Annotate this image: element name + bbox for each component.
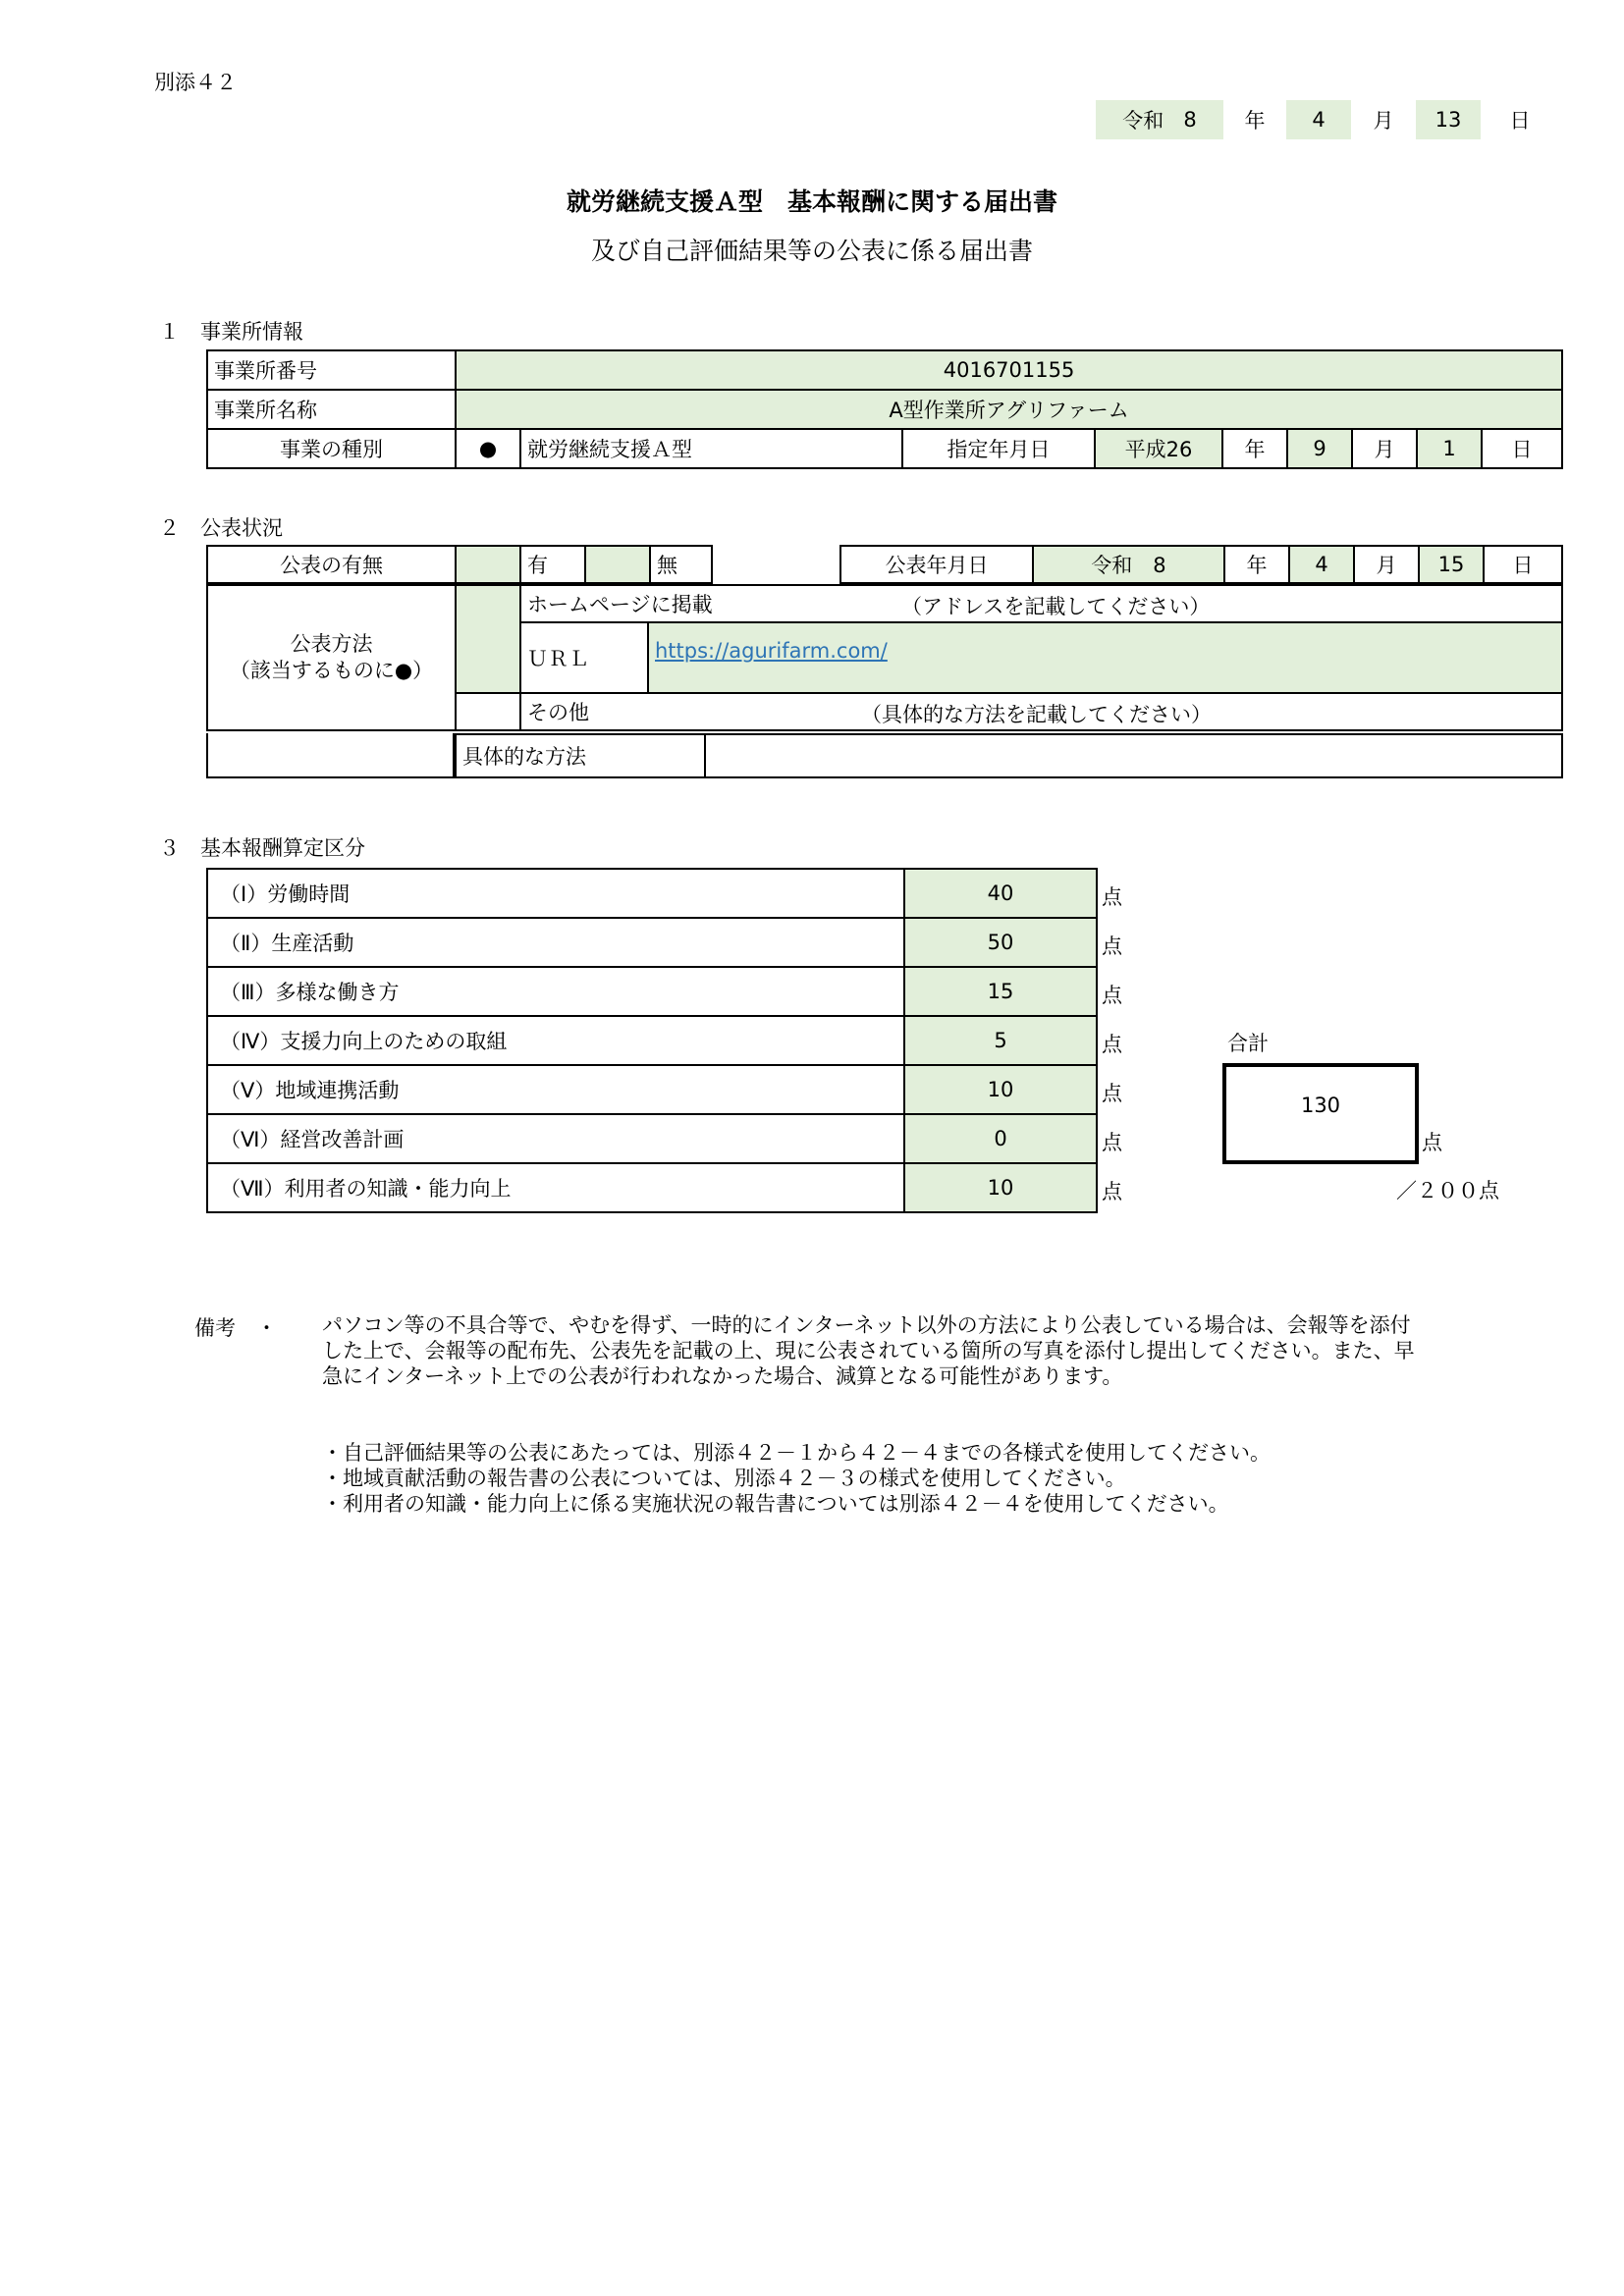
- other-row: [520, 693, 1562, 730]
- homepage-marker-cell[interactable]: [456, 585, 520, 693]
- score-label: （Ⅱ）生産活動: [207, 918, 904, 967]
- total-box: [1222, 1063, 1419, 1164]
- publication-label: 公表の有無: [207, 546, 456, 583]
- service-type-value: 就労継続支援Ａ型: [520, 429, 902, 468]
- remarks-line-1: パソコン等の不具合等で、やむを得ず、一時的にインターネット以外の方法により公表している場合は、会報等を添付: [322, 1313, 1411, 1337]
- score-label: （Ⅰ）労働時間: [207, 869, 904, 918]
- pub-date-year-unit: 年: [1224, 546, 1289, 583]
- pub-date-month[interactable]: 4: [1289, 546, 1354, 583]
- score-label: （Ⅳ）支援力向上のための取組: [207, 1016, 904, 1065]
- score-unit: 点: [1102, 1131, 1122, 1154]
- service-marker[interactable]: ●: [456, 429, 520, 468]
- designation-day[interactable]: 1: [1417, 429, 1482, 468]
- concrete-method-label: 具体的な方法: [456, 734, 705, 777]
- header-year-unit: 年: [1244, 109, 1266, 133]
- score-table: [206, 868, 1098, 1213]
- office-info-table: [206, 349, 1563, 469]
- designation-era-year[interactable]: 平成26: [1095, 429, 1222, 468]
- publication-no-checkbox[interactable]: [585, 546, 650, 583]
- concrete-method-field[interactable]: [705, 734, 1562, 777]
- designation-label: 指定年月日: [902, 429, 1095, 468]
- score-row: [207, 1016, 1097, 1065]
- score-row: [207, 1163, 1097, 1212]
- page-subtitle: 及び自己評価結果等の公表に係る届出書: [590, 237, 1033, 265]
- remarks-bullets: [322, 1440, 1271, 1517]
- url-link[interactable]: https://agurifarm.com/: [655, 639, 888, 663]
- method-label-extension: [206, 733, 455, 778]
- homepage-row: [520, 585, 1562, 622]
- header-year-text: 8: [1183, 108, 1197, 132]
- header-day[interactable]: 13: [1416, 100, 1481, 139]
- header-month[interactable]: 4: [1286, 100, 1351, 139]
- designation-year-unit: 年: [1222, 429, 1287, 468]
- remarks-bullet-2: ・地域貢献活動の報告書の公表については、別添４２－３の様式を使用してください。: [322, 1467, 1126, 1490]
- url-label: ＵＲＬ: [520, 622, 648, 693]
- page-title: 就労継続支援Ａ型 基本報酬に関する届出書: [566, 187, 1057, 216]
- remarks-line-3: 急にインターネット上での公表が行われなかった場合、減算となる可能性があります。: [322, 1364, 1123, 1388]
- publication-no-label: 無: [650, 546, 712, 583]
- attachment-label: 別添４２: [154, 71, 237, 94]
- method-label: 公表方法: [290, 632, 373, 656]
- header-day-unit: 日: [1509, 109, 1531, 133]
- score-unit: 点: [1102, 1033, 1122, 1056]
- publication-flag-table: [206, 545, 713, 584]
- publication-method-table: [206, 584, 1563, 731]
- score-unit: 点: [1102, 1082, 1122, 1105]
- service-type-label: 事業の種別: [207, 429, 456, 468]
- score-row: [207, 1065, 1097, 1114]
- homepage-label: ホームページに掲載: [527, 593, 713, 616]
- score-unit: 点: [1102, 984, 1122, 1007]
- other-label: その他: [527, 701, 589, 724]
- score-row: [207, 869, 1097, 918]
- pub-date-month-unit: 月: [1354, 546, 1419, 583]
- method-label-cell: [207, 585, 456, 730]
- remarks-line-2: した上で、会報等の配布先、公表先を記載の上、現に公表されている箇所の写真を添付し提出してください。また、早: [322, 1339, 1415, 1362]
- remarks-bullet-3: ・利用者の知識・能力向上に係る実施状況の報告書については別添４２－４を使用してください。: [322, 1492, 1229, 1516]
- score-unit: 点: [1102, 934, 1122, 958]
- designation-day-unit: 日: [1482, 429, 1562, 468]
- score-value[interactable]: 10: [904, 1163, 1097, 1212]
- score-value[interactable]: 10: [904, 1065, 1097, 1114]
- score-label: （Ⅶ）利用者の知識・能力向上: [207, 1163, 904, 1212]
- total-label: 合計: [1227, 1032, 1269, 1055]
- remarks-text: [322, 1312, 1415, 1389]
- score-value[interactable]: 40: [904, 869, 1097, 918]
- office-name-label: 事業所名称: [207, 390, 456, 429]
- concrete-method-table: [455, 733, 1563, 778]
- score-unit: 点: [1102, 885, 1122, 909]
- score-value[interactable]: 15: [904, 967, 1097, 1016]
- score-row: [207, 1114, 1097, 1163]
- score-label: （Ⅲ）多様な働き方: [207, 967, 904, 1016]
- homepage-note: （アドレスを記載してください）: [901, 595, 1211, 618]
- score-row: [207, 967, 1097, 1016]
- pub-date-day-unit: 日: [1484, 546, 1562, 583]
- score-value[interactable]: 50: [904, 918, 1097, 967]
- remarks-label: 備考 ・: [194, 1316, 277, 1340]
- url-field[interactable]: [648, 622, 1562, 693]
- max-score-label: ／２００点: [1396, 1179, 1499, 1202]
- score-unit: 点: [1102, 1180, 1122, 1203]
- other-note: （具体的な方法を記載してください）: [861, 703, 1212, 726]
- section3-heading: ３ 基本報酬算定区分: [159, 836, 365, 860]
- score-label: （Ⅴ）地域連携活動: [207, 1065, 904, 1114]
- publication-yes-label: 有: [520, 546, 585, 583]
- pub-date-era-year[interactable]: 令和 8: [1033, 546, 1224, 583]
- header-date-era[interactable]: [1096, 100, 1223, 139]
- total-value: 130: [1300, 1093, 1341, 1117]
- pub-date-label: 公表年月日: [840, 546, 1033, 583]
- method-label-note: （該当するものに●）: [229, 659, 434, 682]
- office-number-field[interactable]: 4016701155: [456, 350, 1562, 390]
- header-month-unit: 月: [1373, 109, 1394, 133]
- pub-date-day[interactable]: 15: [1419, 546, 1484, 583]
- score-label: （Ⅵ）経営改善計画: [207, 1114, 904, 1163]
- other-marker-cell[interactable]: [456, 693, 520, 730]
- score-value[interactable]: 5: [904, 1016, 1097, 1065]
- remarks-bullet-1: ・自己評価結果等の公表にあたっては、別添４２－１から４２－４までの各様式を使用してください。: [322, 1441, 1271, 1465]
- section1-heading: １ 事業所情報: [159, 320, 303, 344]
- publication-yes-checkbox[interactable]: [456, 546, 520, 583]
- score-row: [207, 918, 1097, 967]
- office-name-field[interactable]: A型作業所アグリファーム: [456, 390, 1562, 429]
- designation-month-unit: 月: [1352, 429, 1417, 468]
- total-unit: 点: [1422, 1131, 1442, 1154]
- office-number-label: 事業所番号: [207, 350, 456, 390]
- section2-heading: ２ 公表状況: [159, 516, 283, 540]
- designation-month[interactable]: 9: [1287, 429, 1352, 468]
- header-era-text: 令和: [1122, 109, 1164, 133]
- publication-date-table: [839, 545, 1563, 584]
- score-value[interactable]: 0: [904, 1114, 1097, 1163]
